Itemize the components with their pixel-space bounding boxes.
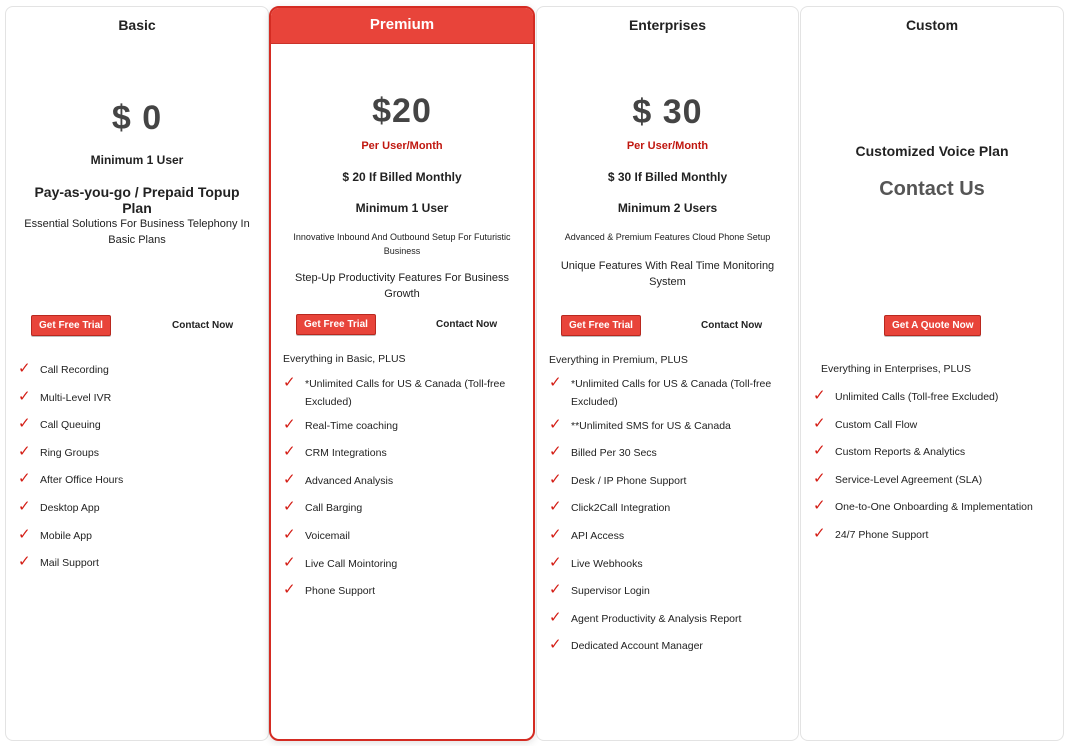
list-item: ✓ Unlimited Calls (Toll-free Excluded) xyxy=(813,387,999,404)
per-user-label: Per User/Month xyxy=(626,140,709,152)
list-item: ✓ Live Webhooks xyxy=(549,553,643,571)
contact-us-label: Contact Us xyxy=(879,178,985,200)
plan-name: Basic xyxy=(118,17,156,33)
billed-monthly: $ 30 If Billed Monthly xyxy=(607,170,728,184)
plan-description: Step-Up Productivity Features For Business Growth xyxy=(295,272,509,300)
list-item: ✓ One-to-One Onboarding & Implementation xyxy=(813,497,1033,515)
get-free-trial-button[interactable]: Get Free Trial xyxy=(561,315,641,336)
list-item: ✓ Real-Time coaching xyxy=(283,415,398,433)
checkmark-icon: ✓ xyxy=(18,387,31,405)
checkmark-icon: ✓ xyxy=(283,415,296,433)
checkmark-icon: ✓ xyxy=(18,360,31,377)
plan-price: $20 xyxy=(372,92,432,130)
list-item: ✓ Multi-Level IVR xyxy=(18,387,112,405)
list-item: ✓ Dedicated Account Manager xyxy=(549,636,703,654)
plan-price: $ 0 xyxy=(111,99,163,137)
list-item: ✓ Phone Support xyxy=(283,581,376,599)
checkmark-icon: ✓ xyxy=(283,374,296,391)
get-quote-button[interactable]: Get A Quote Now xyxy=(884,315,981,336)
list-item: ✓ 24/7 Phone Support xyxy=(813,524,929,542)
checkmark-icon: ✓ xyxy=(813,414,826,432)
list-item: ✓ *Unlimited Calls for US & Canada (Toll-free Excluded) xyxy=(283,374,506,408)
plan-name: Enterprises xyxy=(628,17,707,33)
per-user-label: Per User/Month xyxy=(361,140,443,152)
checkmark-icon: ✓ xyxy=(283,553,296,571)
checkmark-icon: ✓ xyxy=(18,497,31,515)
list-item: ✓ Mobile App xyxy=(18,525,92,543)
list-item: ✓ Billed Per 30 Secs xyxy=(549,443,657,461)
min-users: Minimum 2 Users xyxy=(617,201,718,215)
list-item: ✓ Voicemail xyxy=(283,525,350,543)
list-item: ✓ CRM Integrations xyxy=(283,443,387,461)
checkmark-icon: ✓ xyxy=(813,442,826,460)
checkmark-icon: ✓ xyxy=(549,525,562,543)
checkmark-icon: ✓ xyxy=(18,470,31,488)
plan-name: Premium xyxy=(271,8,533,44)
feature-list xyxy=(283,375,523,600)
list-item: ✓ Desktop App xyxy=(18,497,100,515)
contact-now-link[interactable]: Contact Now xyxy=(172,320,234,331)
feature-list xyxy=(18,361,258,572)
plan-setup: Innovative Inbound And Outbound Setup For Futuristic Business xyxy=(293,232,511,256)
plan-setup: Advanced & Premium Features Cloud Phone Setup xyxy=(564,232,771,242)
min-users: Minimum 1 User xyxy=(90,153,184,167)
checkmark-icon: ✓ xyxy=(283,443,296,461)
checkmark-icon: ✓ xyxy=(813,469,826,487)
checkmark-icon: ✓ xyxy=(549,374,562,391)
feature-list xyxy=(813,388,1053,544)
checkmark-icon: ✓ xyxy=(18,553,31,571)
checkmark-icon: ✓ xyxy=(549,553,562,571)
checkmark-icon: ✓ xyxy=(549,470,562,488)
checkmark-icon: ✓ xyxy=(813,524,826,542)
list-item: ✓ API Access xyxy=(549,525,625,543)
list-item: ✓ Click2Call Integration xyxy=(549,498,671,516)
checkmark-icon: ✓ xyxy=(549,498,562,516)
plan-card-custom xyxy=(800,6,1064,741)
list-item: ✓ Desk / IP Phone Support xyxy=(549,470,687,488)
checkmark-icon: ✓ xyxy=(283,498,296,516)
plan-card-basic xyxy=(5,6,269,741)
contact-now-link[interactable]: Contact Now xyxy=(436,319,498,330)
features-intro: Everything in Enterprises, PLUS xyxy=(821,363,971,375)
checkmark-icon: ✓ xyxy=(283,525,296,543)
list-item: ✓ Advanced Analysis xyxy=(283,470,394,488)
checkmark-icon: ✓ xyxy=(813,387,826,404)
checkmark-icon: ✓ xyxy=(18,525,31,543)
checkmark-icon: ✓ xyxy=(549,608,562,626)
list-item: ✓ Mail Support xyxy=(18,553,99,571)
checkmark-icon: ✓ xyxy=(283,581,296,599)
plan-type: Customized Voice Plan xyxy=(855,143,1009,159)
list-item: ✓ Service-Level Agreement (SLA) xyxy=(813,469,983,487)
plan-description: Essential Solutions For Business Telephony In Basic Plans xyxy=(24,218,250,246)
plan-name: Custom xyxy=(905,17,959,33)
list-item: ✓ Live Call Mointoring xyxy=(283,553,398,571)
list-item: ✓ Ring Groups xyxy=(18,442,99,460)
checkmark-icon: ✓ xyxy=(813,497,826,515)
checkmark-icon: ✓ xyxy=(549,443,562,461)
plan-card-enterprise xyxy=(536,6,799,741)
checkmark-icon: ✓ xyxy=(18,442,31,460)
list-item: ✓ Call Barging xyxy=(283,498,363,516)
features-intro: Everything in Basic, PLUS xyxy=(283,353,406,365)
list-item: ✓ After Office Hours xyxy=(18,470,124,488)
checkmark-icon: ✓ xyxy=(549,415,562,433)
list-item: ✓ Call Recording xyxy=(18,360,109,377)
list-item: ✓ Agent Productivity & Analysis Report xyxy=(549,608,742,626)
plan-card-premium xyxy=(269,6,535,741)
checkmark-icon: ✓ xyxy=(283,470,296,488)
list-item: ✓ *Unlimited Calls for US & Canada (Toll-free Excluded) xyxy=(549,374,772,408)
billed-monthly: $ 20 If Billed Monthly xyxy=(342,170,462,184)
feature-list xyxy=(549,375,788,655)
list-item: ✓ Custom Call Flow xyxy=(813,414,918,432)
checkmark-icon: ✓ xyxy=(549,581,562,599)
list-item: ✓ Call Queuing xyxy=(18,415,101,433)
plan-price: $ 30 xyxy=(632,93,703,131)
get-free-trial-button[interactable]: Get Free Trial xyxy=(296,314,376,335)
features-intro: Everything in Premium, PLUS xyxy=(549,354,688,366)
contact-now-link[interactable]: Contact Now xyxy=(701,320,763,331)
checkmark-icon: ✓ xyxy=(549,636,562,654)
plan-description: Unique Features With Real Time Monitoring System xyxy=(560,260,775,288)
list-item: ✓ **Unlimited SMS for US & Canada xyxy=(549,415,731,433)
checkmark-icon: ✓ xyxy=(18,415,31,433)
min-users: Minimum 1 User xyxy=(355,201,449,215)
list-item: ✓ Custom Reports & Analytics xyxy=(813,442,966,460)
plan-type: Pay-as-you-go / Prepaid Topup Plan xyxy=(34,184,240,216)
list-item: ✓ Supervisor Login xyxy=(549,581,650,599)
get-free-trial-button[interactable]: Get Free Trial xyxy=(31,315,111,336)
